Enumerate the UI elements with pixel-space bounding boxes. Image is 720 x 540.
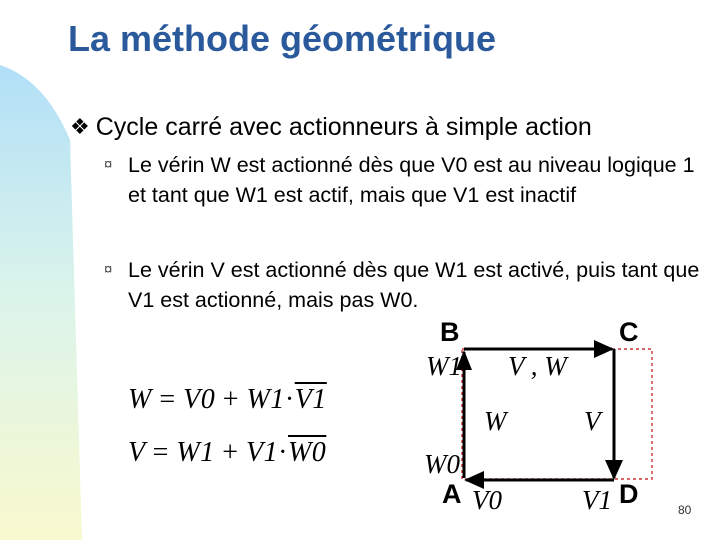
sub-bullet-text: Le vérin V est actionné dès que W1 est activé, puis tant que V1 est actionné, mais pas W0.	[128, 258, 700, 312]
currency-bullet-icon: ¤	[104, 261, 113, 278]
main-bullet-text: Cycle carré avec actionneurs à simple action	[95, 113, 592, 141]
eq-term: W1	[176, 437, 215, 468]
label-w1: W1	[426, 351, 462, 381]
corner-b-label: B	[440, 317, 460, 347]
eq-term: W1	[246, 384, 285, 415]
eq-term: W	[128, 384, 152, 415]
corner-c-label: C	[619, 317, 639, 347]
eq-operator: +	[222, 437, 239, 468]
label-w0: W0	[424, 449, 460, 479]
corner-d-label: D	[619, 479, 639, 509]
arrowhead-right-icon	[594, 340, 614, 358]
eq-term-negated: W0	[287, 437, 327, 468]
label-v-w: V , W	[508, 351, 567, 381]
label-v0: V0	[472, 485, 502, 515]
eq-operator: ·	[278, 437, 288, 468]
label-v: V	[584, 406, 601, 436]
eq-term-negated: V1	[294, 384, 327, 415]
eq-operator: =	[152, 437, 169, 468]
slide-title: La méthode géométrique	[68, 18, 497, 59]
eq-term: V0	[183, 384, 216, 415]
currency-bullet-icon: ¤	[104, 156, 113, 173]
eq-term: V1	[246, 437, 279, 468]
diamond-bullet-icon: ❖	[70, 114, 90, 139]
eq-operator: +	[222, 384, 240, 415]
page-number: 80	[678, 503, 692, 517]
arrowhead-down-icon	[605, 460, 623, 480]
sub-bullet-text: Le vérin W est actionné dès que V0 est au niveau logique 1 et tant que W1 est actif, mais que V1 est inactif	[128, 153, 695, 207]
eq-operator: ·	[284, 384, 295, 415]
eq-term: V	[128, 437, 146, 468]
eq-operator: =	[159, 384, 176, 415]
corner-a-label: A	[442, 479, 462, 509]
label-w: W	[484, 406, 507, 436]
label-v1: V1	[582, 485, 612, 515]
